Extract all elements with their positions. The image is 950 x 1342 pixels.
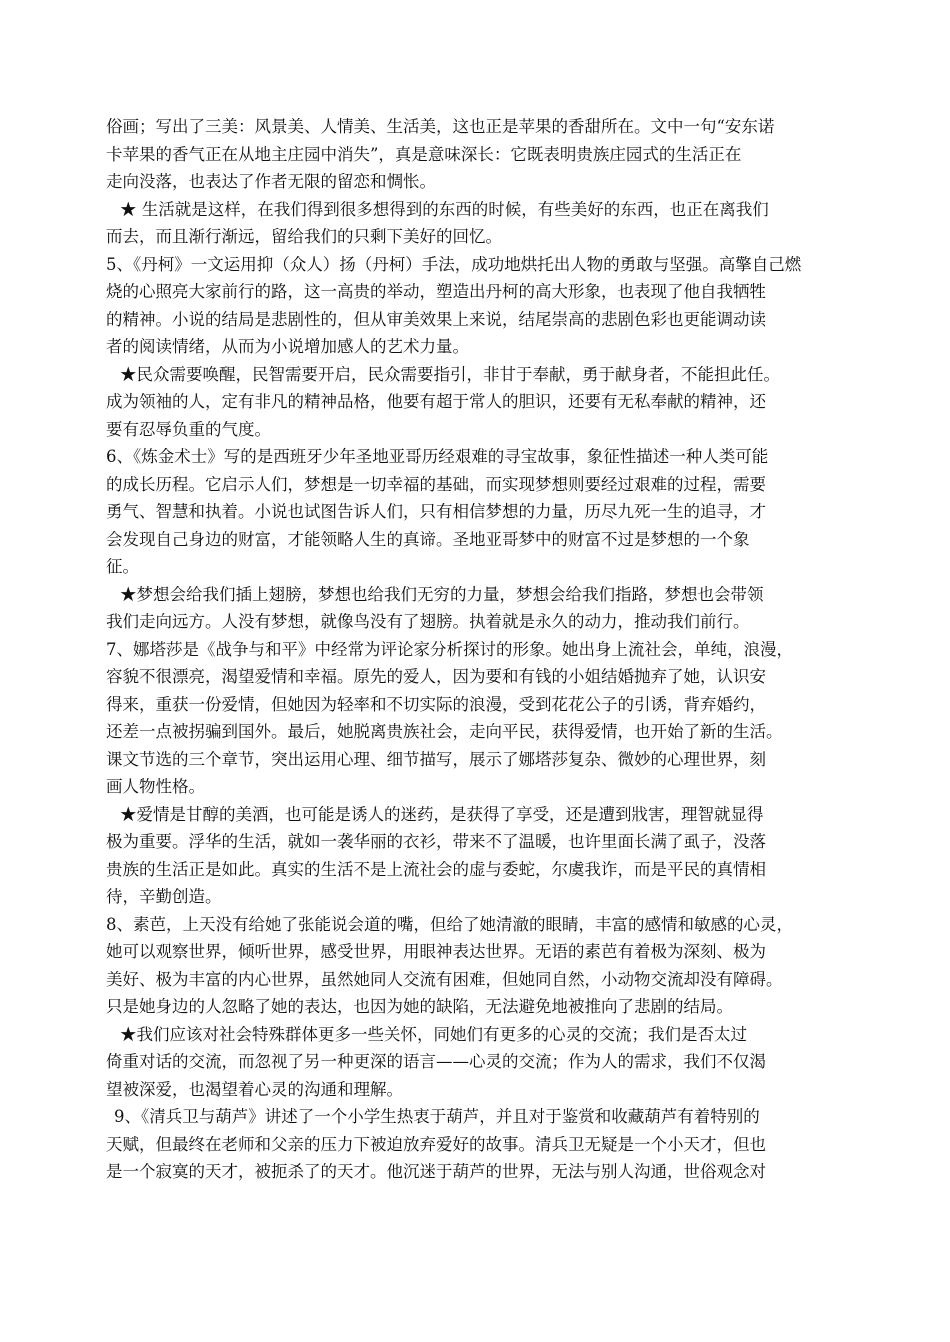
- paragraph-item-7-natasha: [106, 636, 854, 801]
- text-line: 卡苹果的香气正在从地主庄园中消失”，真是意味深长：它既表明贵族庄园式的生活正在: [106, 144, 742, 164]
- text-line: 还差一点被拐骗到国外。最后，她脱离贵族社会，走向平民，获得爱情，也开始了新的生活。: [106, 722, 783, 741]
- text-line: 画人物性格。: [106, 777, 205, 796]
- text-line: 是一个寂寞的天才，被扼杀了的天才。他沉迷于葫芦的世界，无法与别人沟通，世俗观念对: [106, 1162, 766, 1181]
- text-line: ★ 生活就是这样，在我们得到很多想得到的东西的时候，有些美好的东西，也正在离我们: [120, 199, 769, 219]
- text-line: 天赋，但最终在老师和父亲的压力下被迫放弃爱好的故事。清兵卫无疑是一个小天才，但也: [106, 1134, 766, 1154]
- text-line: 勇气、智慧和执着。小说也试图告诉人们，只有相信梦想的力量，历尽九死一生的追寻，才: [106, 502, 766, 521]
- text-line: 贵族的生活正是如此。真实的生活不是上流社会的虚与委蛇，尔虞我诈，而是平民的真情相: [106, 859, 766, 879]
- text-line: 烧的心照亮大家前行的路，这一高贵的举动，塑造出丹柯的高大形象，也表现了他自我牺牲: [106, 282, 766, 301]
- text-line: 只是她身边的人忽略了她的表达，也因为她的缺陷，无法避免地被推向了悲剧的结局。: [106, 997, 733, 1016]
- text-line: 7、娜塔莎是《战争与和平》中经常为评论家分析探讨的形象。她出身上流社会，单纯，浪漫，: [106, 639, 793, 659]
- text-line: 得来，重获一份爱情，但她因为轻率和不切实际的浪漫，受到花花公子的引诱，背弃婚约，: [106, 694, 766, 714]
- text-line: 俗画；写出了三美：风景美、人情美、生活美，这也正是苹果的香甜所在。文中一句“安东诺: [106, 117, 775, 136]
- text-line: ★梦想会给我们插上翅膀，梦想也给我们无穷的力量，梦想会给我们指路，梦想也会带领: [120, 584, 764, 604]
- text-line: 6、《炼金术士》写的是西班牙少年圣地亚哥历经艰难的寻宝故事，象征性描述一种人类可能: [106, 447, 769, 466]
- text-line: 走向没落，也表达了作者无限的留恋和惆怅。: [106, 172, 436, 191]
- text-line: 征。: [106, 557, 139, 576]
- paragraph-antonov-apple-summary: [106, 113, 854, 196]
- text-line: 望被深爱，也渴望着心灵的沟通和理解。: [106, 1079, 403, 1099]
- paragraph-item-8-subha: [106, 911, 854, 1021]
- paragraph-star-love: [106, 801, 854, 911]
- text-line: 会发现自己身边的财富，才能领略人生的真谛。圣地亚哥梦中的财富不过是梦想的一个象: [106, 529, 750, 549]
- text-line: 待，辛勤创造。: [106, 887, 222, 906]
- text-line: 的精神。小说的结局是悲剧性的，但从审美效果上来说，结尾崇高的悲剧色彩也更能调动读: [106, 309, 766, 329]
- paragraph-star-care: [106, 1021, 854, 1104]
- text-line: 极为重要。浮华的生活，就如一袭华丽的衣衫，带来不了温暖，也许里面长满了虱子，没落: [106, 832, 766, 851]
- text-line: 成为领袖的人，定有非凡的精神品格，他要有超于常人的胆识，还要有无私奉献的精神，还: [106, 392, 766, 411]
- paragraph-item-9-seibei: [106, 1103, 854, 1186]
- text-line: 者的阅读情绪，从而为小说增加感人的艺术力量。: [106, 337, 469, 356]
- text-line: ★我们应该对社会特殊群体更多一些关怀，同她们有更多的心灵的交流；我们是否太过: [120, 1024, 747, 1044]
- text-line: 美好、极为丰富的内心世界，虽然她同人交流有困难，但她同自然，小动物交流却没有障碍。: [106, 969, 783, 989]
- text-line: 要有忍辱负重的气度。: [106, 419, 271, 439]
- text-line: 的成长历程。它启示人们，梦想是一切幸福的基础，而实现梦想则要经过艰难的过程，需要: [106, 474, 766, 494]
- text-line: 8、素芭，上天没有给她了张能说会道的嘴，但给了她清澈的眼睛，丰富的感情和敏感的心灵，: [106, 914, 793, 934]
- text-line: 而去，而且渐行渐远，留给我们的只剩下美好的回忆。: [106, 227, 502, 246]
- text-line: ★爱情是甘醇的美酒，也可能是诱人的迷药，是获得了享受，还是遭到戕害，理智就显得: [120, 804, 764, 824]
- text-line: 倚重对话的交流，而忽视了另一种更深的语言——心灵的交流；作为人的需求，我们不仅渴: [106, 1052, 766, 1071]
- text-line: 9、《清兵卫与葫芦》讲述了一个小学生热衷于葫芦，并且对于鉴赏和收藏葫芦有着特别的: [114, 1107, 760, 1126]
- text-line: ★民众需要唤醒，民智需要开启，民众需要指引，非甘于奉献，勇于献身者，不能担此任。: [120, 364, 780, 384]
- paragraph-star-life: [106, 196, 854, 251]
- paragraph-item-6-alchemist: [106, 443, 854, 581]
- document-page: [106, 113, 854, 1186]
- text-line: 5、《丹柯》一文运用抑（众人）扬（丹柯）手法，成功地烘托出人物的勇敢与坚强。高擎自己燃: [106, 254, 802, 274]
- paragraph-star-leader: [106, 361, 854, 444]
- text-line: 容貌不很漂亮，渴望爱情和幸福。原先的爱人，因为要和有钱的小姐结婚抛弃了她，认识安: [106, 667, 766, 686]
- paragraph-star-dream: [106, 581, 854, 636]
- text-line: 她可以观察世界，倾听世界，感受世界，用眼神表达世界。无语的素芭有着极为深刻、极为: [106, 942, 766, 961]
- paragraph-item-5-danko: [106, 251, 854, 361]
- text-line: 我们走向远方。人没有梦想，就像鸟没有了翅膀。执着就是永久的动力，推动我们前行。: [106, 612, 750, 631]
- text-line: 课文节选的三个章节，突出运用心理、细节描写，展示了娜塔莎复杂、微妙的心理世界，刻: [106, 749, 766, 769]
